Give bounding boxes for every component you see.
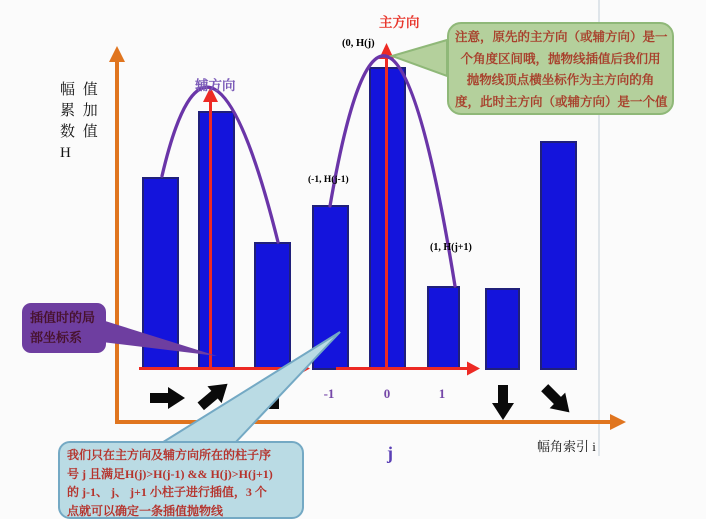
local-tick-0: 0: [383, 386, 391, 401]
main-local-x-arrowhead-icon: [467, 362, 480, 376]
green-note-line4: 度，此时主方向（或辅方向）是一个值: [455, 94, 668, 109]
green-note-callout: [447, 22, 674, 115]
green-note-line2: 个角度区间哦，抛物线插值后我们用: [460, 51, 661, 66]
local-tick-1: 1: [438, 386, 446, 401]
interpolation-rule-callout: [58, 441, 304, 519]
main-direction-label: 主方向: [379, 15, 420, 30]
peak-point-label: (0, H(j): [342, 38, 375, 49]
y-axis-label-line4: H: [60, 145, 73, 161]
y-axis-label-line2: 累 加: [60, 103, 100, 119]
interpolation-rule-line4: 点就可以确定一条插值抛物线: [67, 503, 224, 518]
local-coords-callout: [22, 303, 106, 353]
right-point-label: (1, H(j+1): [430, 242, 472, 253]
local-coords-line2: 部坐标系: [30, 330, 83, 345]
x-axis-label: 幅角索引 i: [537, 439, 596, 454]
interpolation-rule-line2: 号 j 且满足H(j)>H(j-1) && H(j)>H(j+1): [67, 466, 273, 481]
main-local-x-axis: [336, 367, 468, 370]
down-right-arrow-icon: [537, 380, 577, 420]
right-arrow-icon: [150, 387, 185, 409]
y-axis-label-line3: 数 值: [60, 124, 100, 140]
interpolation-rule-line3: 的 j-1、 j、 j+1 小柱子进行插值，3 个: [67, 485, 267, 499]
aux-direction-line: [209, 99, 212, 368]
y-axis-arrowhead-icon: [109, 46, 125, 62]
aux-parabola-curve: [162, 87, 278, 242]
y-axis-label-line1: 幅 值: [60, 82, 100, 98]
y-axis-line: [115, 60, 119, 424]
x-axis-line: [115, 420, 612, 424]
local-coords-line1: 插值时的局: [30, 310, 96, 325]
local-tick-minus1: -1: [323, 386, 335, 401]
green-note-line1: 注意，原先的主方向（或辅方向）是一: [455, 30, 668, 44]
interpolation-rule-line1: 我们只在主方向及辅方向所在的柱子序: [67, 448, 272, 462]
left-point-label: (-1, H(j-1): [308, 175, 349, 185]
green-note-line3: 抛物线顶点横坐标作为主方向的角: [466, 73, 655, 87]
aux-local-x-axis: [139, 367, 299, 370]
main-direction-line: [385, 56, 388, 368]
x-axis-arrowhead-icon: [610, 414, 626, 430]
aux-direction-label: 辅方向: [195, 78, 236, 93]
j-index-label: j: [387, 443, 393, 463]
local-coordinate-axes: [139, 43, 480, 376]
purple-callout-tail: [102, 320, 217, 356]
down-arrow-icon: [492, 385, 514, 420]
y-axis-label: [60, 80, 100, 164]
